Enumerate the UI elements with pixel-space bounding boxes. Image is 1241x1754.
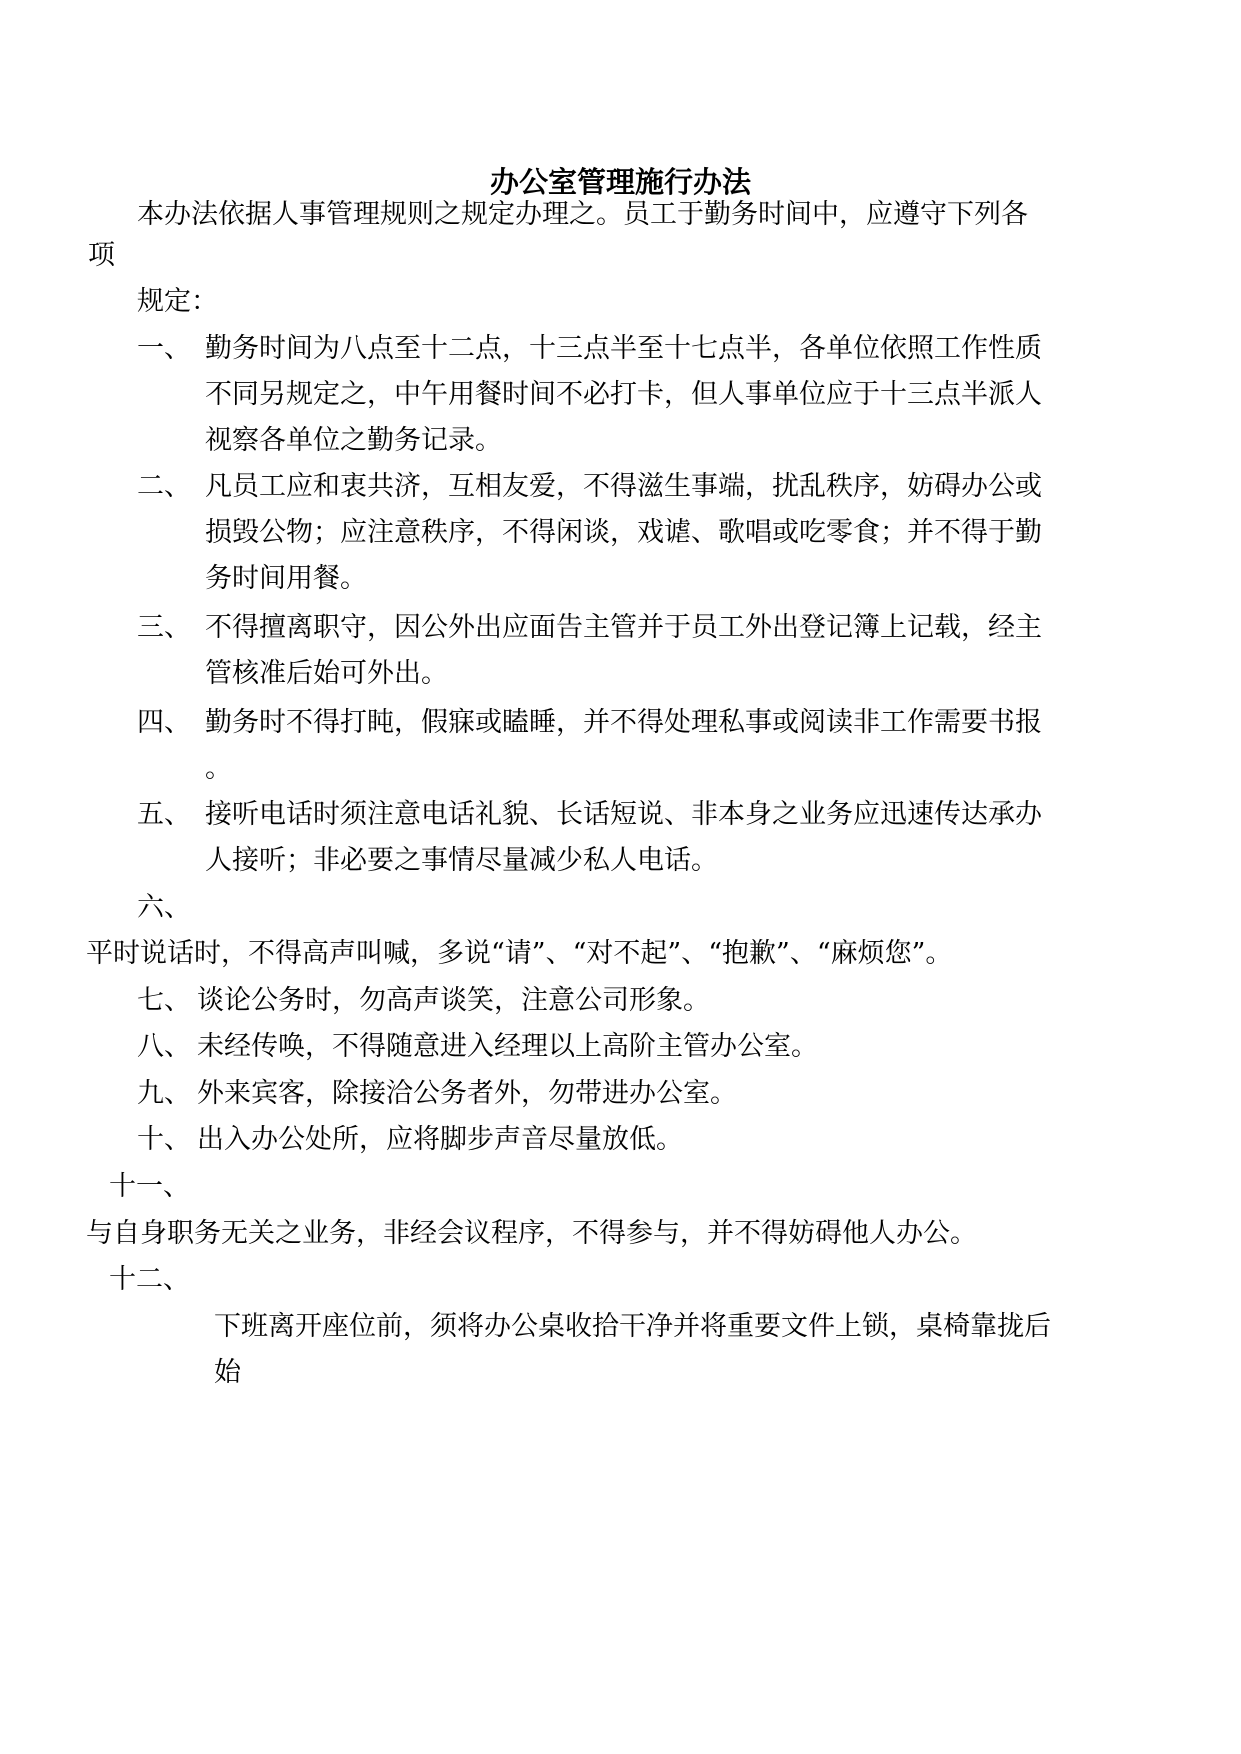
- intro-line-3: 规定：: [137, 286, 218, 317]
- rule-text-line: 出入办公处所，应将脚步声音尽量放低。: [197, 1124, 683, 1155]
- rule-text-line: 谈论公务时，勿高声谈笑，注意公司形象。: [197, 985, 710, 1016]
- rule-text-line: 。: [205, 753, 232, 784]
- intro-line-2: 项: [88, 240, 115, 271]
- rule-number: 六、: [137, 892, 191, 923]
- rule-number: 三、: [137, 612, 191, 643]
- rule-text-line: 视察各单位之勤务记录。: [205, 425, 502, 456]
- rule-text-line: 管核准后始可外出。: [205, 658, 448, 689]
- rule-number: 十二、: [109, 1264, 190, 1295]
- rule-text-line: 未经传唤，不得随意进入经理以上高阶主管办公室。: [197, 1031, 818, 1062]
- rule-number: 十一、: [109, 1171, 190, 1202]
- rule-text-line: 勤务时不得打盹，假寐或瞌睡，并不得处理私事或阅读非工作需要书报: [205, 707, 1042, 738]
- rule-text-line: 接听电话时须注意电话礼貌、长话短说、非本身之业务应迅速传达承办: [205, 799, 1042, 830]
- document-title: 办公室管理施行办法: [489, 165, 751, 199]
- rule-number: 十、: [137, 1124, 191, 1155]
- rule-number: 五、: [137, 799, 191, 830]
- rule-text-line: 外来宾客，除接洽公务者外，勿带进办公室。: [197, 1078, 737, 1109]
- rule-text-line: 不同另规定之，中午用餐时间不必打卡，但人事单位应于十三点半派人: [205, 379, 1042, 410]
- rule-text-line: 人接听；非必要之事情尽量减少私人电话。: [205, 845, 718, 876]
- rule-number: 二、: [137, 471, 191, 502]
- rule-number: 一、: [137, 333, 191, 364]
- rule-text-line: 务时间用餐。: [205, 563, 367, 594]
- rule-number: 九、: [137, 1078, 191, 1109]
- rule-text-line: 勤务时间为八点至十二点，十三点半至十七点半，各单位依照工作性质: [205, 333, 1042, 364]
- rule-text-line: 始: [214, 1357, 241, 1388]
- rule-text-line: 平时说话时，不得高声叫喊，多说“请”、“对不起”、“抱歉”、“麻烦您”。: [86, 938, 953, 969]
- rule-text-line: 不得擅离职守，因公外出应面告主管并于员工外出登记簿上记载，经主: [205, 612, 1042, 643]
- intro-line-1: 本办法依据人事管理规则之规定办理之。员工于勤务时间中，应遵守下列各: [137, 199, 1028, 230]
- rule-number: 八、: [137, 1031, 191, 1062]
- rule-text-line: 与自身职务无关之业务，非经会议程序，不得参与，并不得妨碍他人办公。: [86, 1218, 977, 1249]
- rule-text-line: 凡员工应和衷共济，互相友爱，不得滋生事端，扰乱秩序，妨碍办公或: [205, 471, 1042, 502]
- rule-number: 七、: [137, 985, 191, 1016]
- rule-number: 四、: [137, 707, 191, 738]
- rule-text-line: 损毁公物；应注意秩序，不得闲谈，戏谑、歌唱或吃零食；并不得于勤: [205, 517, 1042, 548]
- rule-text-line: 下班离开座位前，须将办公桌收拾干净并将重要文件上锁，桌椅靠拢后: [214, 1311, 1051, 1342]
